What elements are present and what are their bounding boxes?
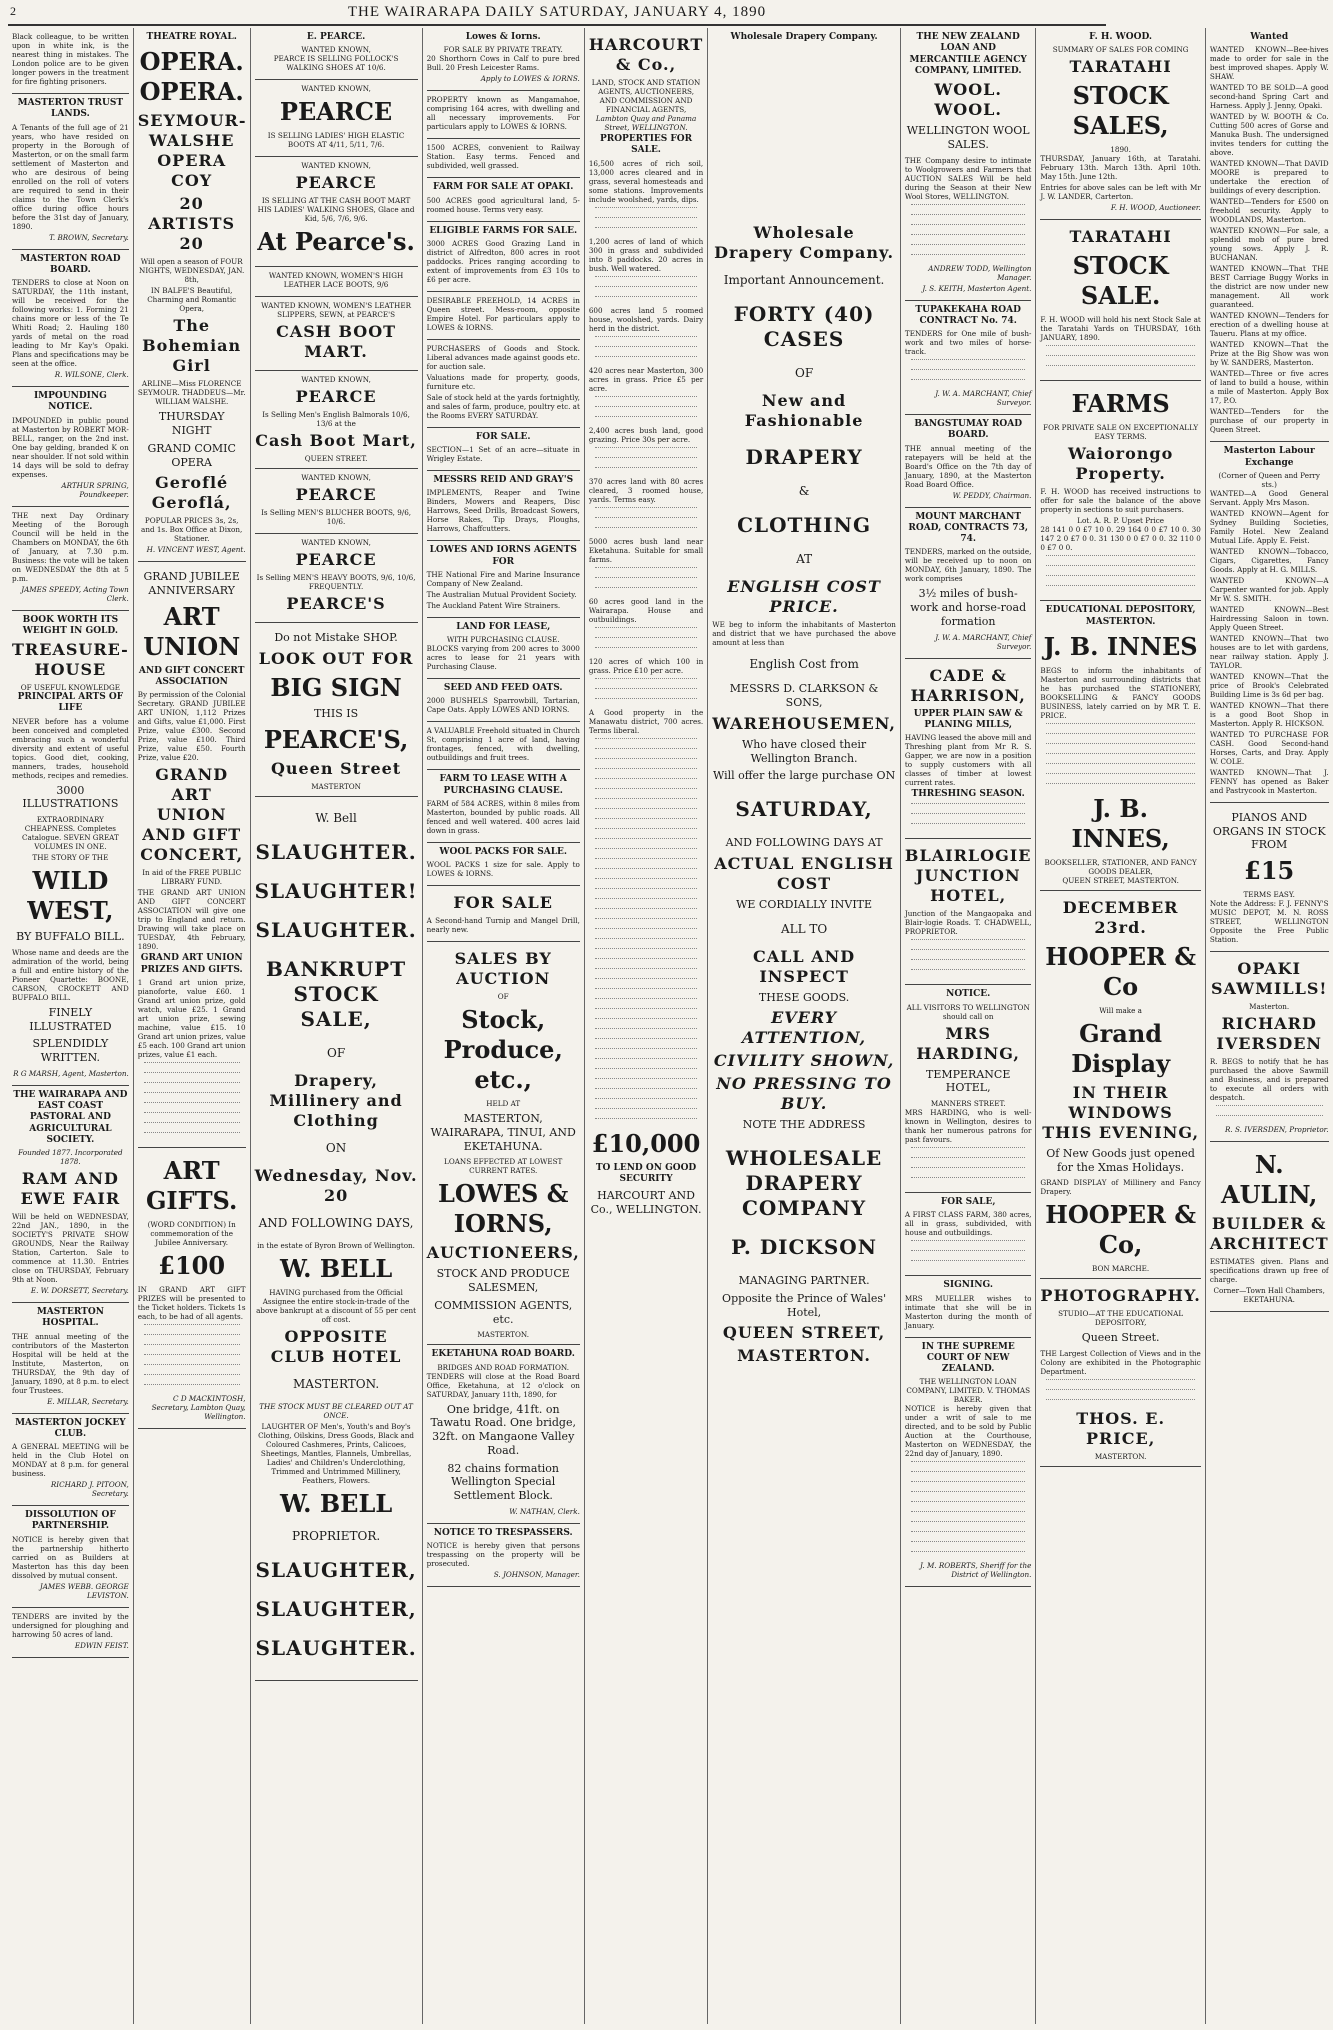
ad-council-notice: THE next Day Ordinary Meeting of the Borough Council will be held in the Chambers on MONDAY, the 6th of January, at 7.30 p.m. Business: the vote will be taken on WEDNESDAY the 8th at 5 p.m. JAMES SPEEDY, Acting Town Clerk.: [12, 507, 129, 611]
ad-pearce-6: WANTED KNOWN, PEARCE Is Selling Men's English Balmorals 10/6, 13/6 at the Cash Boot Mart, QUEEN STREET.: [255, 371, 418, 469]
ad-lowes-3: 1500 ACRES, convenient to Railway Station. Easy terms. Fenced and subdivided, well grassed.: [427, 139, 580, 178]
column-8: [1036, 28, 1205, 2024]
ad-pearce-5: WANTED KNOWN, WOMEN'S LEATHER SLIPPERS, SEWN, at PEARCE'S CASH BOOT MART.: [255, 297, 418, 371]
ad-pearce-8: WANTED KNOWN, PEARCE Is Selling MEN'S HEAVY BOOTS, 9/6, 10/6, FREQUENTLY. PEARCE'S: [255, 534, 418, 623]
column-5: [585, 28, 708, 2024]
ad-labour-exchange: Masterton Labour Exchange (Corner of Queen and Perry sts.) WANTED—A Good General Servant. Apply Mrs Mason. WANTED KNOWN—Agent for Sydney Building Societies, Family Hotel. New Zealand Mutual Life. Apply E. Feist. WANTED KNOWN—Tobacco, Cigars, Cigarettes, Fancy Goods. Apply at H. G. MILLS. WANTED KNOWN—A Carpenter wanted for job. Apply Mr W. S. SMITH. WANTED KNOWN—Best Hairdressing Saloon in town. Apply Queen Street. WANTED KNOWN—That two houses are to let with gardens, near railway station. Apply J. TAYLOR. WANTED KNOWN—That the price of Brook's Celebrated Building Lime is 3s 6d per bag. WANTED KNOWN—That there is a good Boot Shop in Masterton. Apply R. HICKSON. WANTED TO PURCHASE FOR CASH. Good Second-hand Horses, Carts, and Dray. Apply W. COLE. WANTED KNOWN—That J. FENNY has opened as Baker and Pastrycook in Masterton.: [1210, 442, 1329, 803]
ad-harcourt: HARCOURT & Co., LAND, STOCK AND STATION AGENTS, AUCTIONEERS, AND COMMISSION AND FINANCIAL AGENTS, Lambton Quay and Panama Street, WELLINGTON. PROPERTIES FOR SALE. 16,500 acres of rich soil, 13,000 acres cleared and in grass, several homesteads and some stations. Improvements include woolshed, yards, dips. 1,200 acres of land of which 300 in grass and subdivided into 8 paddocks. 20 acres in bush. Well watered. 600 acres land 5 roomed house, woolshed, yards. Dairy herd in the district. 420 acres near Masterton, 300 acres in grass. Price £5 per acre. 2,400 acres bush land, good grazing. Price 30s per acre. 370 acres land with 80 acres cleared, 3 roomed house, yards. Terms easy. 5000 acres bush land near Eketahuna. Suitable for small farms. 60 acres good land in the Wairarapa. House and outbuildings. 120 acres of which 100 in grass. Price £10 per acre. A Good property in the Manawatu district, 700 acres. Terms liberal. £10,000 TO LEND ON GOOD SECURITY HARCOURT AND Co., WELLINGTON.: [588, 35, 704, 1216]
ad-tenders-foot: TENDERS are invited by the undersigned for ploughing and harrowing 50 acres of land. EDWIN FEIST.: [12, 1608, 129, 1658]
masthead: [0, 4, 1114, 21]
masthead-rule: [8, 24, 1106, 26]
masthead-title: THE WAIRARAPA DAILY SATURDAY, JANUARY 4, 1890: [347, 4, 767, 20]
ad-lowes-eligible: ELIGIBLE FARMS FOR SALE. 3000 ACRES Good Grazing Land in district of Alfredton, 800 acres in root paddocks. Prices ranging according to extent of improvements from £3 10s to £6 per acre.: [427, 222, 580, 292]
column-3: [251, 28, 423, 2024]
ad-mount-marchant: MOUNT MARCHANT ROAD, CONTRACTS 73, 74. TENDERS, marked on the outside, will be received up to noon on MONDAY, 6th January, 1890. The work comprises 3½ miles of bush-work and horse-road formation J. W. A. MARCHANT, Chief Surveyor.: [905, 508, 1032, 659]
ad-bell-bankrupt: W. Bell SLAUGHTER. SLAUGHTER! SLAUGHTER. BANKRUPT STOCK SALE, OF Drapery, Millinery and Clothing ON Wednesday, Nov. 20 AND FOLLOWING DAYS, in the estate of Byron Brown of Wellington. W. BELL HAVING purchased from the Official Assignee the entire stock-in-trade of the above bankrupt at a discount of 55 per cent off cost. OPPOSITE CLUB HOTEL MASTERTON. THE STOCK MUST BE CLEARED OUT AT ONCE. LAUGHTER OF Men's, Youth's and Boy's Clothing, Oilskins, Dress Goods, Black and Coloured Cashmeres, Prints, Calicoes, Sheetings, Mantles, Flannels, Umbrellas, Ladies' and Children's Underclothing, Trimmed and Untrimmed Millinery, Feathers, Flowers. W. BELL PROPRIETOR. SLAUGHTER, SLAUGHTER, SLAUGHTER.: [255, 797, 418, 1681]
ad-road-contract: TUPAKEKAHA ROAD CONTRACT No. 74. TENDERS for One mile of bush-work and two miles of horse-track. J. W. A. MARCHANT, Chief Surveyor.: [905, 301, 1032, 416]
ad-taratahi-sale: TARATAHI STOCK SALE. F. H. WOOD will hold his next Stock Sale at the Taratahi Yards on THURSDAY, 16th JANUARY, 1890.: [1040, 220, 1200, 381]
ad-trespassers: NOTICE TO TRESPASSERS. NOTICE is hereby given that persons trespassing on the property will be prosecuted. S. JOHNSON, Manager.: [427, 1524, 580, 1587]
ad-trust-lands: MASTERTON TRUST LANDS. A Tenants of the full age of 21 years, who have resided on property in the Borough of Masterton, or on the small farm settlement of Masterton and who are desirous of being enrolled on the roll of voters are required to send in their claims to the Town Clerk's office during office hours before the 31st day of January, 1890. T. BROWN, Secretary.: [12, 94, 129, 250]
ad-pearce-7: WANTED KNOWN, PEARCE Is Selling MEN'S BLUCHER BOOTS, 9/6, 10/6.: [255, 469, 418, 534]
ad-signing: SIGNING. MRS MUELLER wishes to intimate that she will be in Masterton during the month of January.: [905, 1276, 1032, 1337]
ad-lowes-implements: MESSRS REID AND GRAY'S IMPLEMENTS, Reaper and Twine Binders, Mowers and Reapers, Disc Harrows, Seed Drills, Broadcast Sowers, Horse Rakes, Tip Drays, Ploughs, Harrows, Chaffcutters.: [427, 471, 580, 541]
ad-hospital: MASTERTON HOSPITAL. THE annual meeting of the contributors of the Masterton Hospital will be held at the Institute, Masterton, on THURSDAY, the 9th day of January, 1890, at 8 p.m. to elect four Trustees. E. MILLAR, Secretary.: [12, 1303, 129, 1414]
ad-farm-sale: FOR SALE, A FIRST CLASS FARM, 380 acres, all in grass, subdivided, with house and outbuildings.: [905, 1193, 1032, 1276]
ad-lowes-2: PROPERTY known as Mangamahoe, comprising 164 acres, with dwelling and all necessary improvements. For particulars apply to LOWES & IORNS.: [427, 91, 580, 139]
column-4: [423, 28, 585, 2024]
ad-eketahuna: EKETAHUNA ROAD BOARD. BRIDGES AND ROAD FORMATION. TENDERS will close at the Road Board Office, Eketahuna, at 12 o'clock on SATURDAY, January 11th, 1890, for One bridge, 41ft. on Tawatu Road. One bridge, 32ft. on Mangaone Valley Road. 82 chains formation Wellington Special Settlement Block. W. NATHAN, Clerk.: [427, 1345, 580, 1524]
ad-pearce-4: WANTED KNOWN, WOMEN'S HIGH LEATHER LACE BOOTS, 9/6: [255, 267, 418, 297]
ad-photography: PHOTOGRAPHY. STUDIO—AT THE EDUCATIONAL DEPOSITORY, Queen Street. THE Largest Collection of Views and in the Colony are exhibited in the Photographic Department. THOS. E. PRICE, MASTERTON.: [1040, 1279, 1200, 1467]
ad-treasure-house: BOOK WORTH ITS WEIGHT IN GOLD. TREASURE-HOUSE OF USEFUL KNOWLEDGE PRINCIPAL ARTS OF LIFE NEVER before has a volume been conceived and completed embracing such a wonderful diversity and extent of useful topics. Good diet, cooking, manners, trades, household methods, recipes and remedies. 3000 ILLUSTRATIONS EXTRAORDINARY CHEAPNESS. Completes Catalogue. SEVEN GREAT VOLUMES IN ONE. THE STORY OF THE WILD WEST, BY BUFFALO BILL. Whose name and deeds are the admiration of the world, being a full and entire history of the Pioneer Quartette: BOONE, CARSON, CROCKETT AND BUFFALO BILL. FINELY ILLUSTRATED SPLENDIDLY WRITTEN. R G MARSH, Agent, Masterton.: [12, 611, 129, 1086]
ad-art-union: GRAND JUBILEE ANNIVERSARY ART UNION AND GIFT CONCERT ASSOCIATION By permission of the Colonial Secretary. GRAND JUBILEE ART UNION, 1,112 Prizes and Gifts, value £1,000. First Prize, value £300. Second Prize, value £100. Third Prize, value £50. Fourth Prize, value £20. GRAND ART UNION AND GIFT CONCERT, In aid of the FREE PUBLIC LIBRARY FUND. THE GRAND ART UNION AND GIFT CONCERT ASSOCIATION will give one trip to England and return. Drawing will take place on TUESDAY, 4th February, 1890. GRAND ART UNION PRIZES AND GIFTS. 1 Grand art union prize, pianoforte, value £60. 1 Grand art union prize, gold watch, value £25. 1 Grand art union prize, sewing machine, value £15. 10 Grand art union prizes, value £5 each. 100 Grand art union prizes, value £1 each.: [138, 562, 246, 1148]
ad-pearce-1: E. PEARCE. WANTED KNOWN, PEARCE IS SELLING FOLLOCK'S WALKING SHOES AT 10/6.: [255, 28, 418, 80]
ad-pearce-3: WANTED KNOWN, PEARCE IS SELLING AT THE CASH BOOT MART HIS LADIES' WALKING SHOES, Glace and Kid, 5/6, 7/6, 9/6. At Pearce's.: [255, 157, 418, 267]
ad-lowes-auction: SALES BY AUCTION OF Stock, Produce, etc., HELD AT MASTERTON, WAIRARAPA, TINUI, AND EKETAHUNA. LOANS EFFECTED AT LOWEST CURRENT RATES. LOWES & IORNS, AUCTIONEERS, STOCK AND PRODUCE SALESMEN, COMMISSION AGENTS, etc. MASTERTON.: [427, 942, 580, 1345]
ad-lowes-desirable: DESIRABLE FREEHOLD, 14 ACRES in Queen street. Mess-room, opposite Empire Hotel. For particulars apply to LOWES & IORNS.: [427, 292, 580, 340]
ad-taratahi-sales: F. H. WOOD. SUMMARY OF SALES FOR COMING TARATAHI STOCK SALES, 1890. THURSDAY, January 16th, at Taratahi. February 13th. March 13th. April 10th. May 15th. June 12th. Entries for above sales can be left with Mr J. W. LANDER, Carterton. F. H. WOOD, Auctioneer.: [1040, 28, 1200, 220]
column-2: [134, 28, 251, 2024]
ad-lowes-lease: LAND FOR LEASE, WITH PURCHASING CLAUSE. BLOCKS varying from 200 acres to 3000 acres to lease for 21 years with Purchasing Clause.: [427, 618, 580, 679]
intro-paragraph: Black colleague, to be written upon in white ink, is the nearest thing in mistakes. The London police are to be given longer powers in the treatment for fire fighting prisoners.: [12, 28, 129, 94]
ad-aulin: N. AULIN, BUILDER & ARCHITECT ESTIMATES given. Plans and specifications drawn up free of charge. Corner—Town Hall Chambers, EKETAHUNA.: [1210, 1142, 1329, 1312]
ad-harding: NOTICE. ALL VISITORS TO WELLINGTON should call on MRS HARDING, TEMPERANCE HOTEL, MANNERS STREET. MRS HARDING, who is well-known in Wellington, desires to thank her numerous patrons for past favours.: [905, 985, 1032, 1193]
ad-blairlogie: BLAIRLOGIE JUNCTION HOTEL, Junction of the Mangaopaka and Blair-logie Roads. T. CHADWELL, PROPRIETOR.: [905, 839, 1032, 985]
columns: [8, 28, 1329, 2024]
ad-lowes-agents: LOWES AND IORNS AGENTS FOR THE National Fire and Marine Insurance Company of New Zealand. The Australian Mutual Provident Society. The Auckland Patent Wire Strainers.: [427, 541, 580, 618]
ad-hooper: DECEMBER 23rd. HOOPER & Co Will make a Grand Display IN THEIR WINDOWS THIS EVENING, Of New Goods just opened for the Xmas Holidays. GRAND DISPLAY of Millinery and Fancy Drapery. HOOPER & Co, BON MARCHE.: [1040, 891, 1200, 1280]
ad-lowes-wool: WOOL PACKS FOR SALE. WOOL PACKS 1 size for sale. Apply to LOWES & IORNS.: [427, 843, 580, 886]
column-1: [8, 28, 134, 2024]
ad-lowes-opaki: FARM FOR SALE AT OPAKI. 500 ACRES good agricultural land, 5-roomed house. Terms very easy.: [427, 178, 580, 221]
ad-lowes-freehold: A VALUABLE Freehold situated in Church St, comprising 1 acre of land, having frontages, fenced, with dwelling, outbuildings and fruit trees.: [427, 722, 580, 770]
ad-road-board: MASTERTON ROAD BOARD. TENDERS to close at Noon on SATURDAY, the 11th instant, will be received for the following works: 1. Forming 21 chains more or less of the Te Whiti Road; 2. Hauling 180 yards of metal on the road leading to Mr Kay's Opaki. Plans and specifications may be seen at the office. R. WILSONE, Clerk.: [12, 250, 129, 388]
ad-farms: FARMS FOR PRIVATE SALE ON EXCEPTIONALLY EASY TERMS. Waiorongo Property. F. H. WOOD has received instructions to offer for sale the balance of the above property in sections to suit purchasers. Lot. A. R. P. Upset Price 28 141 0 0 £7 10 0. 29 164 0 0 £7 10 0. 30 147 2 0 £7 0 0. 31 130 0 0 £7 0 0. 32 110 0 0 £7 0 0.: [1040, 381, 1200, 601]
ad-impounding: IMPOUNDING NOTICE. IMPOUNDED in public pound at Masterton by ROBERT MOR-BELL, ranger, on the 2nd inst. One bay gelding, branded K on near shoulder. If not sold within 14 days will be sold to defray expenses. ARTHUR SPRING, Poundkeeper.: [12, 387, 129, 507]
ad-innes: EDUCATIONAL DEPOSITORY, MASTERTON. J. B. INNES BEGS to inform the inhabitants of Masterton and surrounding districts that he has purchased the STATIONERY, BOOKSELLING & FANCY GOODS BUSINESS, lately carried on by MR T. E. PRICE. J. B. INNES, BOOKSELLER, STATIONER, AND FANCY GOODS DEALER, QUEEN STREET, MASTERTON.: [1040, 601, 1200, 891]
ad-art-gifts: ART GIFTS. (WORD CONDITION) In commemoration of the Jubilee Anniversary. £100 IN GRAND ART GIFT PRIZES will be presented to the Ticket holders. Tickets 1s each, to be had of all agents. C D MACKINTOSH, Secretary, Lambton Quay, Wellington.: [138, 1148, 246, 1429]
ad-lowes-farm-lease: FARM TO LEASE WITH A PURCHASING CLAUSE. FARM of 584 ACRES, within 8 miles from Masterton, bounded by public roads. All fenced and well watered. 400 acres laid down in grass.: [427, 770, 580, 843]
ad-pearce-2: WANTED KNOWN, PEARCE IS SELLING LADIES' HIGH ELASTIC BOOTS AT 4/11, 5/11, 7/6.: [255, 80, 418, 157]
page-number: 2: [10, 4, 17, 18]
ad-lowes-drill: FOR SALE A Second-hand Turnip and Mangel Drill, nearly new.: [427, 886, 580, 942]
ad-lowes-1: Lowes & Iorns. FOR SALE BY PRIVATE TREATY. 20 Shorthorn Cows in Calf to pure bred Bull. 20 Fresh Leicester Rams. Apply to LOWES & IORNS.: [427, 28, 580, 91]
ad-ram-fair: THE WAIRARAPA AND EAST COAST PASTORAL AND AGRICULTURAL SOCIETY. Founded 1877. Incorporated 1878. RAM AND EWE FAIR Will be held on WEDNESDAY, 22nd JAN., 1890, in the SOCIETY'S PRIVATE SHOW GROUNDS, Near the Railway Station, Carterton. Sale to commence at 11.30. Entries close on THURSDAY, February 9th at Noon. E. W. DORSETT, Secretary.: [12, 1086, 129, 1303]
ad-nz-loan: THE NEW ZEALAND LOAN AND MERCANTILE AGENCY COMPANY, LIMITED. WOOL. WOOL. WELLINGTON WOOL SALES. THE Company desire to intimate to Woolgrowers and Farmers that AUCTION SALES Will be held during the Season at their New Wool Stores, WELLINGTON. ANDREW TODD, Wellington Manager. J. S. KEITH, Masterton Agent.: [905, 28, 1032, 301]
ad-supreme-court: IN THE SUPREME COURT OF NEW ZEALAND. THE WELLINGTON LOAN COMPANY, LIMITED. V. THOMAS BAKER. NOTICE is hereby given that under a writ of sale to me directed, and to be sold by Public Auction at the Courthouse, Masterton on WEDNESDAY, the 22nd day of January, 1890. J. M. ROBERTS, Sheriff for the District of Wellington.: [905, 1338, 1032, 1588]
ad-jockey-club: MASTERTON JOCKEY CLUB. A GENERAL MEETING will be held in the Club Hotel on MONDAY at 8 p.m. for general business. RICHARD J. PITOON, Secretary.: [12, 1414, 129, 1507]
ad-pianos: PIANOS AND ORGANS IN STOCK FROM £15 TERMS EASY. Note the Address: F. J. FENNY'S MUSIC DEPOT, M. N. ROSS STREET, WELLINGTON Opposite the Free Public Station.: [1210, 803, 1329, 952]
ad-big-sign: Do not Mistake SHOP. LOOK OUT FOR BIG SIGN THIS IS PEARCE'S, Queen Street MASTERTON: [255, 623, 418, 797]
ad-wanted-section: Wanted WANTED KNOWN—Bee-hives made to order for sale in the best improved shapes. Apply W. SHAW. WANTED TO BE SOLD—A good second-hand Spring Cart and Harness. Apply J. Jenny, Opaki. WANTED by W. BOOTH & Co. Cutting 500 acres of Gorse and Manuka Bush. The undersigned invites tenders for cutting the above. WANTED KNOWN—That DAVID MOORE is prepared to undertake the erection of buildings of every description. WANTED—Tenders for £500 on freehold security. Apply to WOODLANDS, Masterton. WANTED KNOWN—For sale, a splendid mob of pure bred young sows. Apply J. R. BUCHANAN. WANTED KNOWN—That THE BEST Carriage Buggy Works in the district are now under new management. All work guaranteed. WANTED KNOWN—Tenders for erection of a dwelling house at Taueru. Plans at my office. WANTED KNOWN—That the Prize at the Big Show was won by W. SANDERS, Masterton. WANTED—Three or five acres of land to build a house, within a mile of Masterton. Apply Box 17, P.O. WANTED—Tenders for the purchase of our property in Queen Street.: [1210, 28, 1329, 442]
ad-lowes-section: FOR SALE. SECTION—1 Set of an acre—situate in Wrigley Estate.: [427, 428, 580, 471]
ad-cade-harrison: CADE & HARRISON, UPPER PLAIN SAW & PLANING MILLS, HAVING leased the above mill and Threshing plant from Mr R. S. Gapper, we are now in a position to supply customers with all classes of timber at lowest current rates. THRESHING SEASON.: [905, 659, 1032, 840]
column-9: [1206, 28, 1333, 2024]
ad-dissolution: DISSOLUTION OF PARTNERSHIP. NOTICE is hereby given that the partnership hitherto carried on as Builders at Masterton has this day been dissolved by mutual consent. JAMES WEBB. GEORGE LEVISTON.: [12, 1506, 129, 1608]
ad-opaki-sawmills: OPAKI SAWMILLS! Masterton. RICHARD IVERSDEN R. BEGS to notify that he has purchased the above Sawmill and Business, and is prepared to execute all orders with despatch. R. S. IVERSDEN, Proprietor.: [1210, 952, 1329, 1142]
column-6: [708, 28, 901, 2024]
ad-wholesale-drapery: Wholesale Drapery Company. Wholesale Drapery Company. Important Announcement. FORTY (40) CASES OF New and Fashionable DRAPERY & CLOTHING AT ENGLISH COST PRICE. WE beg to inform the inhabitants of Masterton and district that we have purchased the above amount at less than English Cost from MESSRS D. CLARKSON & SONS, WAREHOUSEMEN, Who have closed their Wellington Branch. Will offer the large purchase ON SATURDAY, AND FOLLOWING DAYS AT ACTUAL ENGLISH COST WE CORDIALLY INVITE ALL TO CALL AND INSPECT THESE GOODS. EVERY ATTENTION, CIVILITY SHOWN, NO PRESSING TO BUY. NOTE THE ADDRESS WHOLESALE DRAPERY COMPANY P. DICKSON MANAGING PARTNER. Opposite the Prince of Wales' Hotel, QUEEN STREET, MASTERTON.: [712, 32, 896, 1366]
column-7: [901, 28, 1037, 2024]
ad-opera: THEATRE ROYAL. OPERA. OPERA. SEYMOUR-WALSHE OPERA COY 20 ARTISTS 20 Will open a season of FOUR NIGHTS, WEDNESDAY, JAN. 8th, IN BALFE'S Beautiful, Charming and Romantic Opera, The Bohemian Girl ARLINE—Miss FLORENCE SEYMOUR. THADDEUS—Mr. WILLIAM WALSHE. THURSDAY NIGHT GRAND COMIC OPERA Geroflé Geroflá, POPULAR PRICES 3s, 2s, and 1s. Box Office at Dixon, Stationer. H. VINCENT WEST, Agent.: [138, 28, 246, 562]
ad-bank-board: BANGSTUMAY ROAD BOARD. THE annual meeting of the ratepayers will be held at the Board's Office on the 7th day of January, 1890, at the Masterton Road Board Office. W. PEDDY, Chairman.: [905, 415, 1032, 508]
ad-lowes-oats: SEED AND FEED OATS. 2000 BUSHELS Sparrowbill, Tartarian, Cape Oats. Apply LOWES AND IORNS.: [427, 679, 580, 722]
ad-lowes-purchases: PURCHASERS of Goods and Stock. Liberal advances made against goods etc. for auction sale. Valuations made for property, goods, furniture etc. Sale of stock held at the yards fortnightly, and sales of farm, produce, poultry etc. at the Rooms EVERY SATURDAY.: [427, 340, 580, 428]
